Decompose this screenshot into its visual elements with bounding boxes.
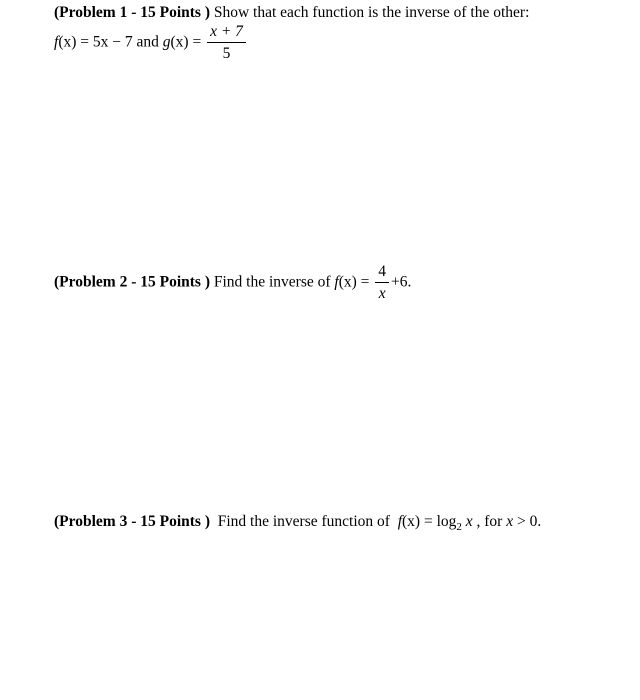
problem-2-numerator: 4 (375, 263, 389, 283)
problem-3-heading: (Problem 3 - 15 Points ) (54, 513, 210, 530)
problem-3-f-arg: (x) = log (402, 513, 457, 530)
problem-2-fraction (375, 263, 389, 303)
problem-2-text: Find the inverse of (213, 273, 331, 291)
problem-1-heading: (Problem 1 - 15 Points ) (54, 4, 210, 21)
problem-1-g-name: g (162, 33, 171, 51)
problem-3-condition-rest: > 0. (516, 513, 542, 530)
problem-3-log-base: 2 (456, 521, 462, 533)
problem-3-condition-prefix: , for (476, 513, 503, 530)
problem-1-f-name: f (54, 33, 59, 51)
problem-3 (54, 513, 541, 531)
problem-2-f-arg: (x) = (338, 273, 370, 291)
problem-2-f-name: f (334, 273, 339, 291)
problem-1-g-fraction (207, 23, 246, 63)
problem-3-f-name: f (397, 513, 402, 530)
problem-1-g-numerator: x + 7 (207, 23, 246, 43)
problem-1-equation (54, 23, 529, 63)
problem-1-g-arg: (x) = (170, 33, 202, 51)
problem-1-connector: and (136, 33, 159, 51)
problem-2 (54, 263, 411, 303)
problem-1-text: Show that each function is the inverse of the other: (213, 4, 530, 21)
problem-1-g-denominator: 5 (222, 45, 231, 62)
problem-2-denominator: x (378, 285, 386, 302)
problem-3-log-arg: x (465, 513, 473, 530)
problem-1-statement (54, 3, 529, 23)
problem-1-f-rhs: = 5x − 7 (80, 33, 133, 51)
problem-3-condition-var: x (506, 513, 514, 530)
problem-3-text: Find the inverse function of (217, 513, 390, 530)
problem-2-heading: (Problem 2 - 15 Points ) (54, 273, 210, 291)
problem-1 (54, 3, 529, 63)
problem-1-f-arg: (x) (58, 33, 77, 51)
problem-2-tail: +6. (391, 273, 412, 291)
